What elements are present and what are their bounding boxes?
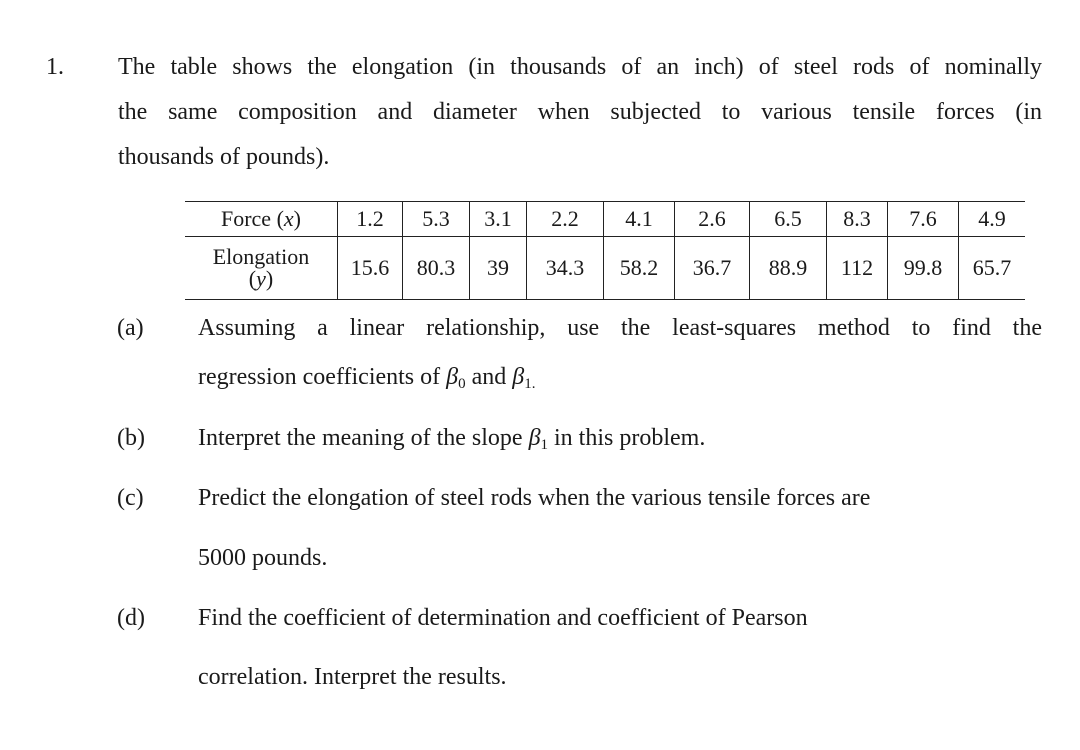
force-variable: x (283, 206, 294, 231)
part-a-line-1: Assuming a linear relationship, use the least-squares method to find the (198, 315, 1042, 341)
part-b-label: (b) (117, 425, 145, 451)
part-c-line-2: 5000 pounds. (198, 545, 328, 571)
intro-line-1: The table shows the elongation (in thousands of an inch) of steel rods of nominally (118, 54, 1042, 80)
part-a-line-2: regression coefficients of $\beta_0$ and $\beta_{1.}$ (198, 364, 536, 392)
elongation-header: Elongation (y) (185, 237, 338, 300)
elongation-row (185, 237, 1025, 300)
beta-1-symbol: $\beta_1$ (512, 364, 532, 392)
force-cell: 1.2 (338, 202, 403, 237)
elongation-cell: 65.7 (959, 237, 1026, 300)
elongation-cell: 112 (827, 237, 888, 300)
elongation-cell: 88.9 (750, 237, 827, 300)
force-cell: 8.3 (827, 202, 888, 237)
part-d-label: (d) (117, 605, 145, 631)
elongation-cell: 58.2 (604, 237, 675, 300)
force-cell: 5.3 (403, 202, 470, 237)
force-row (185, 202, 1025, 237)
force-cell: 4.1 (604, 202, 675, 237)
part-b-text: Interpret the meaning of the slope $\beta_1$ in this problem. (198, 425, 706, 453)
force-elongation-table (185, 201, 1025, 300)
part-c-line-1: Predict the elongation of steel rods when the various tensile forces are (198, 485, 871, 511)
beta-1-symbol: $\beta_1$ (528, 425, 549, 453)
force-header: Force (x) (185, 202, 338, 237)
elongation-cell: 36.7 (675, 237, 750, 300)
elongation-cell: 34.3 (527, 237, 604, 300)
part-a-label: (a) (117, 315, 144, 341)
elongation-cell: 99.8 (888, 237, 959, 300)
intro-line-2: the same composition and diameter when subjected to various tensile forces (in (118, 99, 1042, 125)
elongation-cell: 80.3 (403, 237, 470, 300)
question-number: 1. (46, 54, 64, 80)
force-cell: 2.6 (675, 202, 750, 237)
intro-line-3: thousands of pounds). (118, 144, 330, 170)
force-cell: 3.1 (470, 202, 527, 237)
beta-0-symbol: $\beta_0$ (446, 364, 466, 392)
part-d-line-1: Find the coefficient of determination and coefficient of Pearson (198, 605, 808, 631)
part-c-label: (c) (117, 485, 144, 511)
force-cell: 7.6 (888, 202, 959, 237)
elongation-variable: y (256, 266, 266, 291)
force-cell: 4.9 (959, 202, 1026, 237)
force-cell: 2.2 (527, 202, 604, 237)
elongation-cell: 15.6 (338, 237, 403, 300)
elongation-cell: 39 (470, 237, 527, 300)
force-cell: 6.5 (750, 202, 827, 237)
part-d-line-2: correlation. Interpret the results. (198, 664, 507, 690)
